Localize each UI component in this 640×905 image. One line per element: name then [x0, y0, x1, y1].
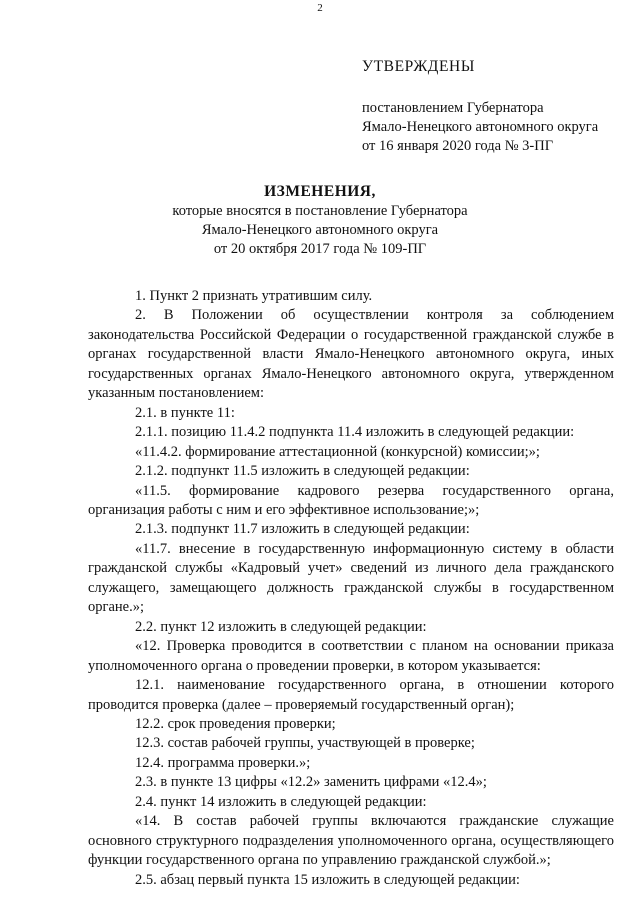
paragraph: 12.3. состав рабочей группы, участвующей в проверке;	[135, 735, 475, 752]
paragraph: 1. Пункт 2 признать утратившим силу.	[135, 288, 373, 304]
approval-line-date: от 16 января 2020 года № 3-ПГ	[362, 138, 554, 154]
approval-heading: УТВЕРЖДЕНЫ	[362, 58, 475, 75]
paragraph: 12.1. наименование государственного органа, в отношении которого проводится проверка (далее – проверяемый государственный орган);	[88, 677, 614, 713]
paragraph: 2.4. пункт 14 изложить в следующей редакции:	[135, 793, 427, 810]
paragraph: «12. Проверка проводится в соответствии с планом на основании приказа уполномоченного органа о проведении проверки, в котором указывается:	[88, 638, 614, 674]
paragraph: 2.1.3. подпункт 11.7 изложить в следующей редакции:	[135, 521, 470, 538]
approval-line-decree: постановлением Губернатора	[362, 100, 544, 116]
subtitle-line: Ямало-Ненецкого автономного округа	[201, 222, 439, 238]
approval-line-region: Ямало-Ненецкого автономного округа	[362, 119, 599, 135]
paragraph: «14. В состав рабочей группы включаются гражданские служащие основного структурного подразделения уполномоченного органа, осуществляющего функции государственного органа по управлению гражданской службой.»;	[88, 813, 614, 869]
paragraph: «11.4.2. формирование аттестационной (конкурсной) комиссии;»;	[135, 443, 540, 460]
paragraph: 2.3. в пункте 13 цифры «12.2» заменить цифрами «12.4»;	[135, 774, 487, 791]
paragraph: 2.1.2. подпункт 11.5 изложить в следующей редакции:	[135, 463, 470, 480]
paragraph: 2.2. пункт 12 изложить в следующей редакции:	[135, 618, 427, 635]
paragraph: «11.7. внесение в государственную информационную систему в области гражданской службы «Кадровый учет» сведений из личного дела гражданского служащего, замещающего должность гражданской службы в государственном органе.»;	[88, 540, 614, 616]
document-title: ИЗМЕНЕНИЯ,	[264, 183, 376, 200]
approval-block	[362, 58, 632, 156]
subtitle-line: от 20 октября 2017 года № 109-ПГ	[213, 241, 427, 257]
paragraph: 12.4. программа проверки.»;	[135, 754, 311, 771]
paragraph: 12.2. срок проведения проверки;	[135, 715, 336, 732]
paragraph: 2.1.1. позицию 11.4.2 подпункта 11.4 изложить в следующей редакции:	[135, 424, 575, 441]
document-body	[88, 287, 614, 890]
paragraph: 2. В Положении об осуществлении контроля за соблюдением законодательства Российской Федерации о государственной гражданской службе в органах государственной власти Ямало-Ненецкого автономного округа, иных государственных органах Ямало-Ненецкого автономного округа, утвержденном указанным постановлением:	[88, 307, 614, 402]
paragraph: 2.5. абзац первый пункта 15 изложить в следующей редакции:	[135, 871, 520, 888]
paragraph: «11.5. формирование кадрового резерва государственного органа, организация работы с ним и его эффективное использование;»;	[88, 482, 614, 518]
paragraph: 2.1. в пункте 11:	[135, 404, 235, 421]
subtitle-line: которые вносятся в постановление Губернатора	[172, 203, 468, 219]
page-number: 2	[317, 2, 323, 14]
title-block	[0, 182, 640, 259]
